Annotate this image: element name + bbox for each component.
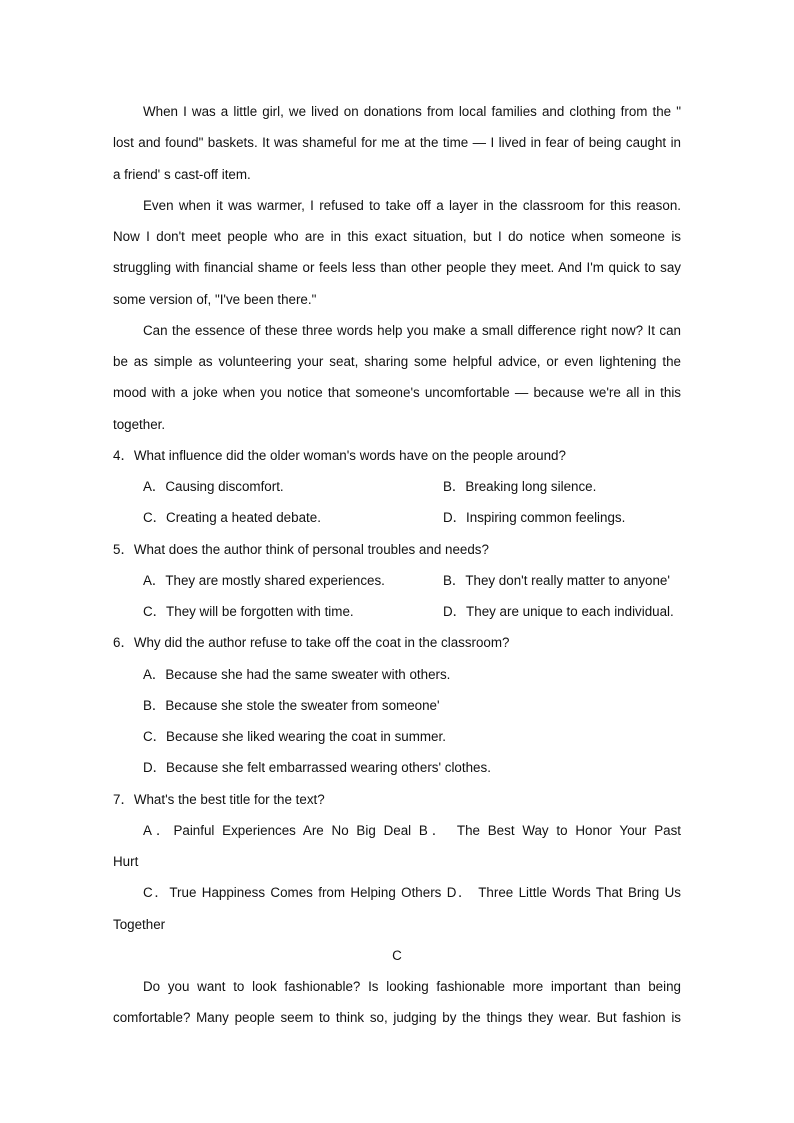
q4-option-b: B．Breaking long silence. — [443, 479, 597, 494]
q7-options-line-4: Together — [113, 916, 166, 932]
paragraph-line: a friend' s cast-off item. — [113, 166, 251, 182]
q6-option-c: C．Because she liked wearing the coat in summer. — [143, 729, 446, 744]
paragraph-line: Do you want to look fashionable? Is looking fashionable more important than being — [143, 979, 681, 994]
question-4-stem: 4．What influence did the older woman's words have on the people around? — [113, 447, 566, 463]
q4-option-d: D．Inspiring common feelings. — [443, 510, 626, 526]
paragraph-line: mood with a joke when you notice that someone's uncomfortable — because we're all in this — [113, 385, 681, 401]
question-6-stem: 6．Why did the author refuse to take off the coat in the classroom? — [113, 635, 510, 651]
q5-option-b: B．They don't really matter to anyone' — [443, 572, 670, 588]
section-c-heading: C — [392, 947, 402, 963]
q4-option-a: A．Causing discomfort. — [143, 479, 284, 494]
q6-option-d: D．Because she felt embarrassed wearing others' clothes. — [143, 760, 491, 776]
question-4-options-row-1 — [113, 471, 681, 502]
q7-options-line-2: Hurt — [113, 854, 139, 869]
question-5-options-row-2 — [113, 596, 681, 627]
q5-option-c: C．They will be forgotten with time. — [143, 604, 354, 619]
paragraph-line: comfortable? Many people seem to think so, judging by the things they wear. But fashion is — [113, 1010, 681, 1026]
question-7-stem: 7．What's the best title for the text? — [113, 791, 325, 807]
q5-option-d: D．They are unique to each individual. — [443, 604, 674, 619]
paragraph-line: together. — [113, 416, 166, 432]
paragraph-line: struggling with financial shame or feels less than other people they meet. And I'm quick to say — [113, 260, 681, 276]
paragraph-line: be as simple as volunteering your seat, sharing some helpful advice, or even lightening the — [113, 354, 681, 369]
paragraph-line: Now I don't meet people who are in this exact situation, but I do notice when someone is — [113, 229, 681, 244]
paragraph-line: Can the essence of these three words help you make a small difference right now? It can — [143, 322, 681, 338]
paragraph-line: Even when it was warmer, I refused to take off a layer in the classroom for this reason. — [143, 197, 681, 213]
question-4-options-row-2 — [113, 502, 681, 533]
q4-option-c: C．Creating a heated debate. — [143, 510, 321, 526]
question-5-stem: 5．What does the author think of personal troubles and needs? — [113, 541, 489, 557]
q7-options-line-1: A．Painful Experiences Are No Big Deal B． The Best Way to Honor Your Past — [143, 822, 681, 838]
paragraph-line: When I was a little girl, we lived on donations from local families and clothing from the " — [143, 104, 681, 119]
q5-option-a: A．They are mostly shared experiences. — [143, 572, 385, 588]
q7-options-line-3: C．True Happiness Comes from Helping Others D． Three Little Words That Bring Us — [143, 885, 681, 901]
paragraph-line: lost and found" baskets. It was shameful for me at the time — I lived in fear of being caught in — [113, 135, 681, 151]
q6-option-a: A．Because she had the same sweater with others. — [143, 666, 451, 682]
q6-option-b: B．Because she stole the sweater from someone' — [143, 697, 440, 713]
document-page — [113, 96, 681, 1034]
paragraph-line: some version of, "I've been there." — [113, 291, 317, 307]
question-5-options-row-1 — [113, 565, 681, 596]
